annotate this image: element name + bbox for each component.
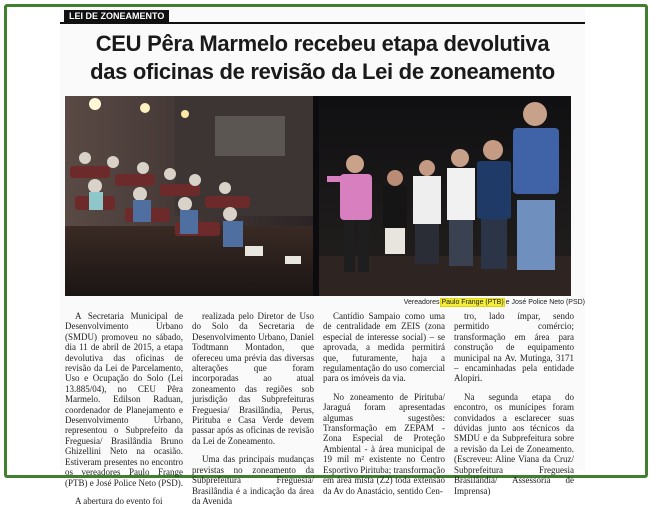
- article-column-3: [323, 311, 445, 496]
- column-2-paragraph-2: Uma das principais mudanças previstas no zoneamento da Subprefeitura Freguesia/ Brasilândia é a indicação da área da Avenida: [192, 454, 314, 506]
- section-label: LEI DE ZONEAMENTO: [64, 10, 169, 22]
- column-1-paragraph-1: A Secretaria Municipal de Desenvolvimento Urbano (SMDU) promoveu no sábado, dia 11 de abril de 2015, a etapa devolutiva das oficinas de revisão da Lei de Parcelamento, Uso e Ocupação do Solo (Lei 13.885/04), no CEU Pêra Marmelo. Edilson Raduan, coordenador de Planejamento e Desenvolvimento Urbano, representou o Subprefeito da Freguesia/ Brasilândia Bruno Ghizellini Neto na ocasião. Estiveram presentes no encontro os vereadores Paulo Frange (PTB) e José Police Neto (PSD).: [65, 311, 183, 488]
- caption-highlight: Paulo Frange (PTB): [441, 299, 504, 306]
- headline: [60, 30, 585, 86]
- article-column-1: [65, 311, 183, 506]
- article-body: [65, 311, 577, 506]
- column-3-paragraph-2: No zoneamento de Pirituba/ Jaraguá foram apresentadas algumas sugestões: Transformação em ZEPAM - Zona Especial de Proteção Ambiental - à área municipal de 19 mil m² existente no Centro Esportivo Pirituba; transformação em área mista (Z2) toda extensão da Av do Anastácio, sentido Cen-: [323, 391, 445, 496]
- event-photo: [65, 96, 571, 296]
- column-1-paragraph-2: A abertura do evento foi: [75, 495, 163, 506]
- article-column-4: [454, 311, 574, 496]
- column-4-paragraph-1: tro, lado ímpar, sendo permitido comércio; transformação em área para construção de equipamento municipal na Av. Mutinga, 3171 – encaminhadas pela entidade Alopiri.: [454, 311, 574, 384]
- newspaper-clipping: [60, 8, 585, 506]
- column-4-paragraph-2: Na segunda etapa do encontro, os munícipes foram convidados a esclarecer suas dúvidas junto aos técnicos da SMDU e da Subprefeitura sobre a revisão da Lei de Zoneamento. (Escreveu: Aline Viana da Cruz/ Subprefeitura Freguesia Brasilândia/ Assessoria de Imprensa): [454, 391, 574, 496]
- headline-line-2: das oficinas de revisão da Lei de zoneamento: [90, 59, 555, 84]
- event-photo-illustration: [65, 96, 571, 296]
- article-column-2: [192, 311, 314, 506]
- column-3-paragraph-1: Cantídio Sampaio como uma de centralidade em ZEIS (zona especial de interesse social) – se aprovada, a medida permitirá que, futuramente, haja a regulamentação do uso comercial para os imóveis da via.: [323, 311, 445, 384]
- caption-prefix: Vereadores: [403, 299, 442, 306]
- section-rule: [60, 10, 585, 24]
- column-2-paragraph-1: realizada pelo Diretor de Uso do Solo da Secretaria de Desenvolvimento Urbano, Daniel Todtmann Montadon, que ofereceu uma prévia das diversas alterações que foram incorporadas ao atual zoneamento das regiões sob jurisdição das Subprefeituras Freguesia/ Brasilândia, Perus, Pirituba e Casa Verde devem passar após as oficinas de revisão da Lei de Zoneamento.: [192, 311, 314, 446]
- headline-line-1: CEU Pêra Marmelo recebeu etapa devolutiva: [95, 31, 550, 56]
- photo-caption: [300, 299, 585, 306]
- caption-suffix: e José Police Neto (PSD): [503, 299, 585, 306]
